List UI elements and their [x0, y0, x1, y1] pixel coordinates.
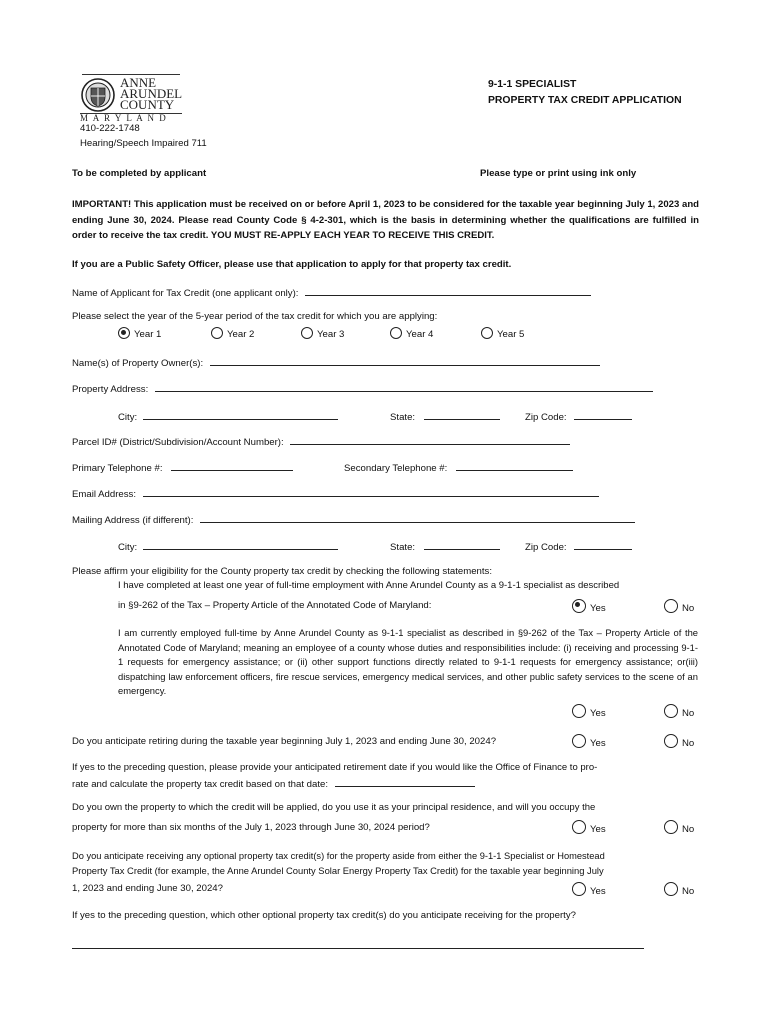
mailing-city-field[interactable]	[143, 540, 338, 550]
county-phone: 410-222-1748	[80, 123, 140, 134]
year-option-2[interactable]: Year 2	[211, 327, 254, 341]
q1-text-line-2: in §9-262 of the Tax – Property Article of the Annotated Code of Maryland:	[118, 600, 432, 611]
year-option-4[interactable]: Year 4	[390, 327, 433, 341]
radio-icon[interactable]	[211, 327, 223, 339]
property-zip-field[interactable]	[574, 410, 632, 420]
radio-icon[interactable]	[390, 327, 402, 339]
q3-yes-option[interactable]: Yes	[572, 734, 606, 750]
zip-label: Zip Code:	[525, 412, 567, 423]
q1-text-line-1: I have completed at least one year of full-time employment with Anne Arundel County as a 9-1-1 specialist as described	[118, 580, 620, 591]
q5-text-line-2: property for more than six months of the July 1, 2023 through June 30, 2024 period?	[72, 822, 430, 833]
radio-icon[interactable]	[664, 704, 678, 718]
radio-icon[interactable]	[664, 820, 678, 834]
q6-no-option[interactable]: No	[664, 882, 694, 898]
q7-text: If yes to the preceding question, which other optional property tax credit(s) do you anticipate receiving for the property?	[72, 910, 576, 921]
q3-text: Do you anticipate retiring during the taxable year beginning July 1, 2023 and ending June 30, 2024?	[72, 736, 497, 747]
owners-row	[72, 356, 600, 370]
completed-by-note: To be completed by applicant	[72, 168, 207, 179]
mailing-address-field[interactable]	[200, 513, 635, 523]
radio-icon[interactable]	[572, 820, 586, 834]
q5-text-line-1: Do you own the property to which the credit will be applied, do you use it as your principal residence, and will you occupy the	[72, 802, 596, 813]
secondary-phone-row	[344, 461, 573, 475]
radio-icon[interactable]	[301, 327, 313, 339]
radio-icon[interactable]	[664, 882, 678, 896]
q6-yes-option[interactable]: Yes	[572, 882, 606, 898]
radio-icon[interactable]	[572, 734, 586, 748]
logo-line-1: ANNE	[120, 75, 157, 90]
owners-field[interactable]	[210, 356, 600, 366]
radio-icon[interactable]	[481, 327, 493, 339]
q1-yes-option[interactable]: Yes	[572, 599, 606, 615]
email-label: Email Address:	[72, 489, 136, 500]
property-address-field[interactable]	[155, 382, 653, 392]
q2-no-option[interactable]: No	[664, 704, 694, 720]
mailing-zip-field[interactable]	[574, 540, 632, 550]
year-option-3[interactable]: Year 3	[301, 327, 344, 341]
state-label: State:	[390, 412, 416, 423]
property-city-row	[118, 410, 338, 424]
eligibility-intro: Please affirm your eligibility for the County property tax credit by checking the following statements:	[72, 566, 493, 577]
county-seal-icon	[80, 77, 116, 113]
primary-phone-label: Primary Telephone #:	[72, 463, 163, 474]
mailing-city-row	[118, 540, 338, 554]
important-notice: IMPORTANT! This application must be received on or before April 1, 2023 to be considered for the taxable year beginning July 1, 2023 and ending June 30, 2024. Please read County Code § 4-2-301, which is the basis in determining whether the qualifications are fulfilled in order to receive the tax credit. YOU MUST RE-APPLY EACH YEAR TO RECEIVE THIS CREDIT.	[72, 199, 699, 241]
email-field[interactable]	[143, 487, 599, 497]
q5-no-option[interactable]: No	[664, 820, 694, 836]
property-address-label: Property Address:	[72, 384, 149, 395]
q6-text-line-3: 1, 2023 and ending June 30, 2024?	[72, 883, 223, 894]
public-safety-note: If you are a Public Safety Officer, please use that application to apply for that property tax credit.	[72, 259, 512, 270]
form-title-line-1: 9-1-1 SPECIALIST	[488, 79, 577, 90]
parcel-label: Parcel ID# (District/Subdivision/Account Number):	[72, 437, 284, 448]
property-state-field[interactable]	[424, 410, 500, 420]
parcel-row	[72, 435, 570, 449]
retirement-date-field[interactable]	[335, 777, 475, 787]
applicant-name-field[interactable]	[305, 286, 591, 296]
q6-text-line-2: Property Tax Credit (for example, the Anne Arundel County Solar Energy Property Tax Credit) for the taxable year beginning July	[72, 865, 604, 876]
q6-text-line-1: Do you anticipate receiving any optional property tax credit(s) for the property aside from either the 9-1-1 Specialist or Homestead	[72, 851, 605, 861]
q2-yes-option[interactable]: Yes	[572, 704, 606, 720]
zip-label: Zip Code:	[525, 542, 567, 553]
q4-row	[72, 777, 475, 791]
property-state-row	[390, 410, 500, 424]
primary-phone-field[interactable]	[171, 461, 293, 471]
mailing-address-label: Mailing Address (if different):	[72, 515, 194, 526]
mailing-state-row	[390, 540, 500, 554]
logo-state: M A R Y L A N D	[80, 113, 168, 123]
state-label: State:	[390, 542, 416, 553]
mailing-state-field[interactable]	[424, 540, 500, 550]
parcel-field[interactable]	[290, 435, 570, 445]
mailing-zip-row	[525, 540, 632, 554]
primary-phone-row	[72, 461, 293, 475]
other-credits-field[interactable]	[72, 947, 644, 949]
secondary-phone-field[interactable]	[456, 461, 573, 471]
tty-number: Hearing/Speech Impaired 711	[80, 138, 207, 149]
county-logo	[80, 74, 183, 123]
city-label: City:	[118, 542, 138, 553]
q4-text-line-1: If yes to the preceding question, please provide your anticipated retirement date if you would like the Office of Finance to pro-	[72, 762, 598, 773]
logo-line-2: ARUNDEL	[120, 86, 183, 101]
form-title-line-2: PROPERTY TAX CREDIT APPLICATION	[488, 95, 682, 106]
radio-icon[interactable]	[572, 704, 586, 718]
q3-no-option[interactable]: No	[664, 734, 694, 750]
logo-line-3: COUNTY	[120, 97, 175, 112]
radio-icon[interactable]	[664, 734, 678, 748]
applicant-name-label: Name of Applicant for Tax Credit (one applicant only):	[72, 288, 299, 299]
city-label: City:	[118, 412, 138, 423]
radio-icon[interactable]	[664, 599, 678, 613]
q4-text-line-2: rate and calculate the property tax credit based on that date:	[72, 779, 328, 790]
ink-note: Please type or print using ink only	[480, 168, 637, 179]
q2-text: I am currently employed full-time by Anne Arundel County as 9-1-1 specialist as described in §9-262 of the Tax – Property Article of the Annotated Code of Maryland; meaning an employee of a county whose duties and responsibilities include: (i) receiving and processing 9-1-1 requests for emergency assistance; or (ii) other support functions directly related to 9-1-1 requests for emergency assistance; or(iii) dispatching law enforcement officers, fire rescue services, emergency medical services, and other public safety services to the scene of an emergency.	[118, 627, 698, 696]
year-option-1[interactable]: Year 1	[118, 327, 161, 341]
q1-no-option[interactable]: No	[664, 599, 694, 615]
property-city-field[interactable]	[143, 410, 338, 420]
property-zip-row	[525, 410, 632, 424]
property-address-row	[72, 382, 653, 396]
mailing-address-row	[72, 513, 635, 527]
applicant-name-row	[72, 286, 591, 300]
year-prompt: Please select the year of the 5-year period of the tax credit for which you are applying:	[72, 311, 438, 322]
radio-icon[interactable]	[118, 327, 130, 339]
radio-icon[interactable]	[572, 882, 586, 896]
email-row	[72, 487, 599, 501]
year-option-5[interactable]: Year 5	[481, 327, 524, 341]
q5-yes-option[interactable]: Yes	[572, 820, 606, 836]
radio-icon[interactable]	[572, 599, 586, 613]
secondary-phone-label: Secondary Telephone #:	[344, 463, 448, 474]
owners-label: Name(s) of Property Owner(s):	[72, 358, 204, 369]
